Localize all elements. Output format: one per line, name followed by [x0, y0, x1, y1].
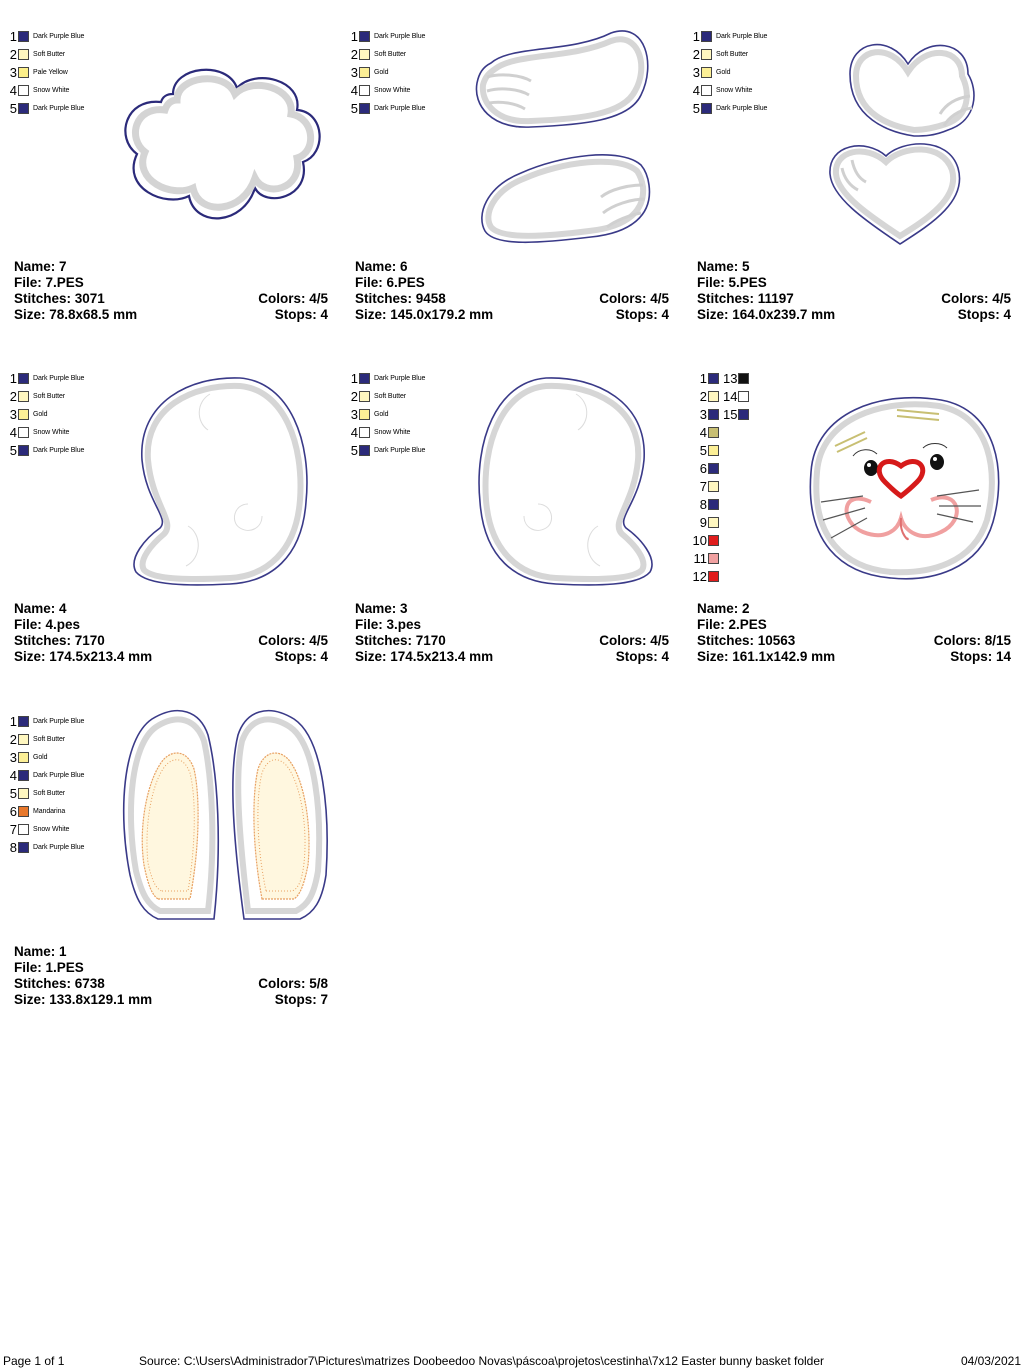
design-card-2	[683, 342, 1011, 672]
page-number: Page 1 of 1	[3, 1354, 65, 1368]
thread-palette: 1 Dark Purple Blue 2 Soft Butter 3 Gold 4 Snow White 5 Dark Purple Blue	[350, 28, 426, 116]
thread-palette: 1 13 2 14 3 15 4 5 6 7 8 9 10 11 12	[685, 369, 753, 585]
design-colors: Colors: 4/5	[258, 633, 328, 648]
design-card-7	[0, 0, 328, 330]
design-size: Size: 174.5x213.4 mm	[14, 649, 153, 664]
design-file: File: 4.pes	[14, 617, 81, 632]
design-name: Name: 1	[14, 944, 67, 959]
design-card-4	[0, 342, 328, 672]
design-stops: Stops: 4	[957, 307, 1011, 322]
design-file: File: 7.PES	[14, 275, 84, 290]
palette-row: 5 Dark Purple Blue	[9, 100, 85, 116]
design-info	[697, 601, 1011, 665]
design-size: Size: 161.1x142.9 mm	[697, 649, 836, 664]
design-file: File: 5.PES	[697, 275, 767, 290]
palette-row: 2 Soft Butter	[9, 46, 65, 62]
design-size: Size: 174.5x213.4 mm	[355, 649, 494, 664]
design-name: Name: 4	[14, 601, 67, 616]
page-footer	[0, 1354, 1024, 1370]
design-stitches: Stitches: 10563	[697, 633, 796, 648]
thread-palette: 1 Dark Purple Blue 2 Soft Butter 3 Gold 4 Snow White 5 Dark Purple Blue	[692, 28, 768, 116]
thread-palette: 1 Dark Purple Blue 2 Soft Butter 3 Gold 4 Dark Purple Blue 5 Soft Butter 6 Mandarina 7 Snow White 8 Dark Purple Blue	[9, 713, 85, 855]
design-colors: Colors: 4/5	[599, 291, 669, 306]
design-info	[14, 944, 328, 1008]
design-stitches: Stitches: 7170	[355, 633, 446, 648]
design-stitches: Stitches: 9458	[355, 291, 446, 306]
color-swatch	[18, 49, 29, 60]
design-colors: Colors: 8/15	[933, 633, 1011, 648]
design-stops: Stops: 4	[615, 307, 669, 322]
design-stitches: Stitches: 6738	[14, 976, 105, 991]
paws-design-preview	[471, 25, 661, 250]
design-file: File: 3.pes	[355, 617, 422, 632]
cloud-design-preview	[115, 58, 330, 233]
design-stops: Stops: 7	[274, 992, 328, 1007]
bunny-face-preview	[801, 392, 1001, 587]
design-stops: Stops: 4	[615, 649, 669, 664]
design-info	[355, 601, 669, 665]
thread-palette	[5, 27, 84, 117]
design-size: Size: 164.0x239.7 mm	[697, 307, 836, 322]
bunny-body-preview	[130, 372, 315, 592]
design-stops: Stops: 4	[274, 307, 328, 322]
design-name: Name: 5	[697, 259, 750, 274]
thread-palette: 1 Dark Purple Blue 2 Soft Butter 3 Gold 4 Snow White 5 Dark Purple Blue	[9, 370, 85, 458]
palette-row: 4 Snow White	[9, 82, 70, 98]
color-swatch	[18, 103, 29, 114]
print-date: 04/03/2021	[960, 1354, 1021, 1368]
design-name: Name: 2	[697, 601, 750, 616]
design-colors: Colors: 4/5	[599, 633, 669, 648]
design-stitches: Stitches: 7170	[14, 633, 105, 648]
design-size: Size: 145.0x179.2 mm	[355, 307, 494, 322]
bunny-body-preview	[471, 372, 656, 592]
design-name: Name: 6	[355, 259, 408, 274]
design-card-6	[341, 0, 669, 330]
design-file: File: 6.PES	[355, 275, 425, 290]
source-path: Source: C:\Users\Administrador7\Pictures\matrizes Doobeedoo Novas\páscoa\projetos\cestinha\7x12 Easter bunny basket folder	[139, 1354, 825, 1368]
thread-palette: 1 Dark Purple Blue 2 Soft Butter 3 Gold 4 Snow White 5 Dark Purple Blue	[350, 370, 426, 458]
bunny-ears-preview	[118, 705, 328, 925]
design-info	[355, 259, 669, 323]
design-info	[14, 601, 328, 665]
palette-row: 1 Dark Purple Blue	[9, 28, 85, 44]
design-card-5	[683, 0, 1011, 330]
design-size: Size: 78.8x68.5 mm	[14, 307, 138, 322]
design-name: Name: 7	[14, 259, 67, 274]
design-file: File: 1.PES	[14, 960, 84, 975]
design-size: Size: 133.8x129.1 mm	[14, 992, 153, 1007]
design-card-1	[0, 685, 328, 1015]
design-colors: Colors: 4/5	[941, 291, 1011, 306]
design-colors: Colors: 4/5	[258, 291, 328, 306]
hearts-design-preview	[828, 30, 988, 250]
design-file: File: 2.PES	[697, 617, 767, 632]
color-swatch	[18, 31, 29, 42]
design-stitches: Stitches: 3071	[14, 291, 105, 306]
design-name: Name: 3	[355, 601, 408, 616]
design-info	[697, 259, 1011, 323]
design-card-3	[341, 342, 669, 672]
palette-row: 3 Pale Yellow	[9, 64, 68, 80]
design-info	[14, 259, 328, 323]
design-stops: Stops: 4	[274, 649, 328, 664]
color-swatch	[18, 85, 29, 96]
design-colors: Colors: 5/8	[258, 976, 328, 991]
color-swatch	[18, 67, 29, 78]
design-stops: Stops: 14	[950, 649, 1011, 664]
design-stitches: Stitches: 11197	[697, 291, 794, 306]
